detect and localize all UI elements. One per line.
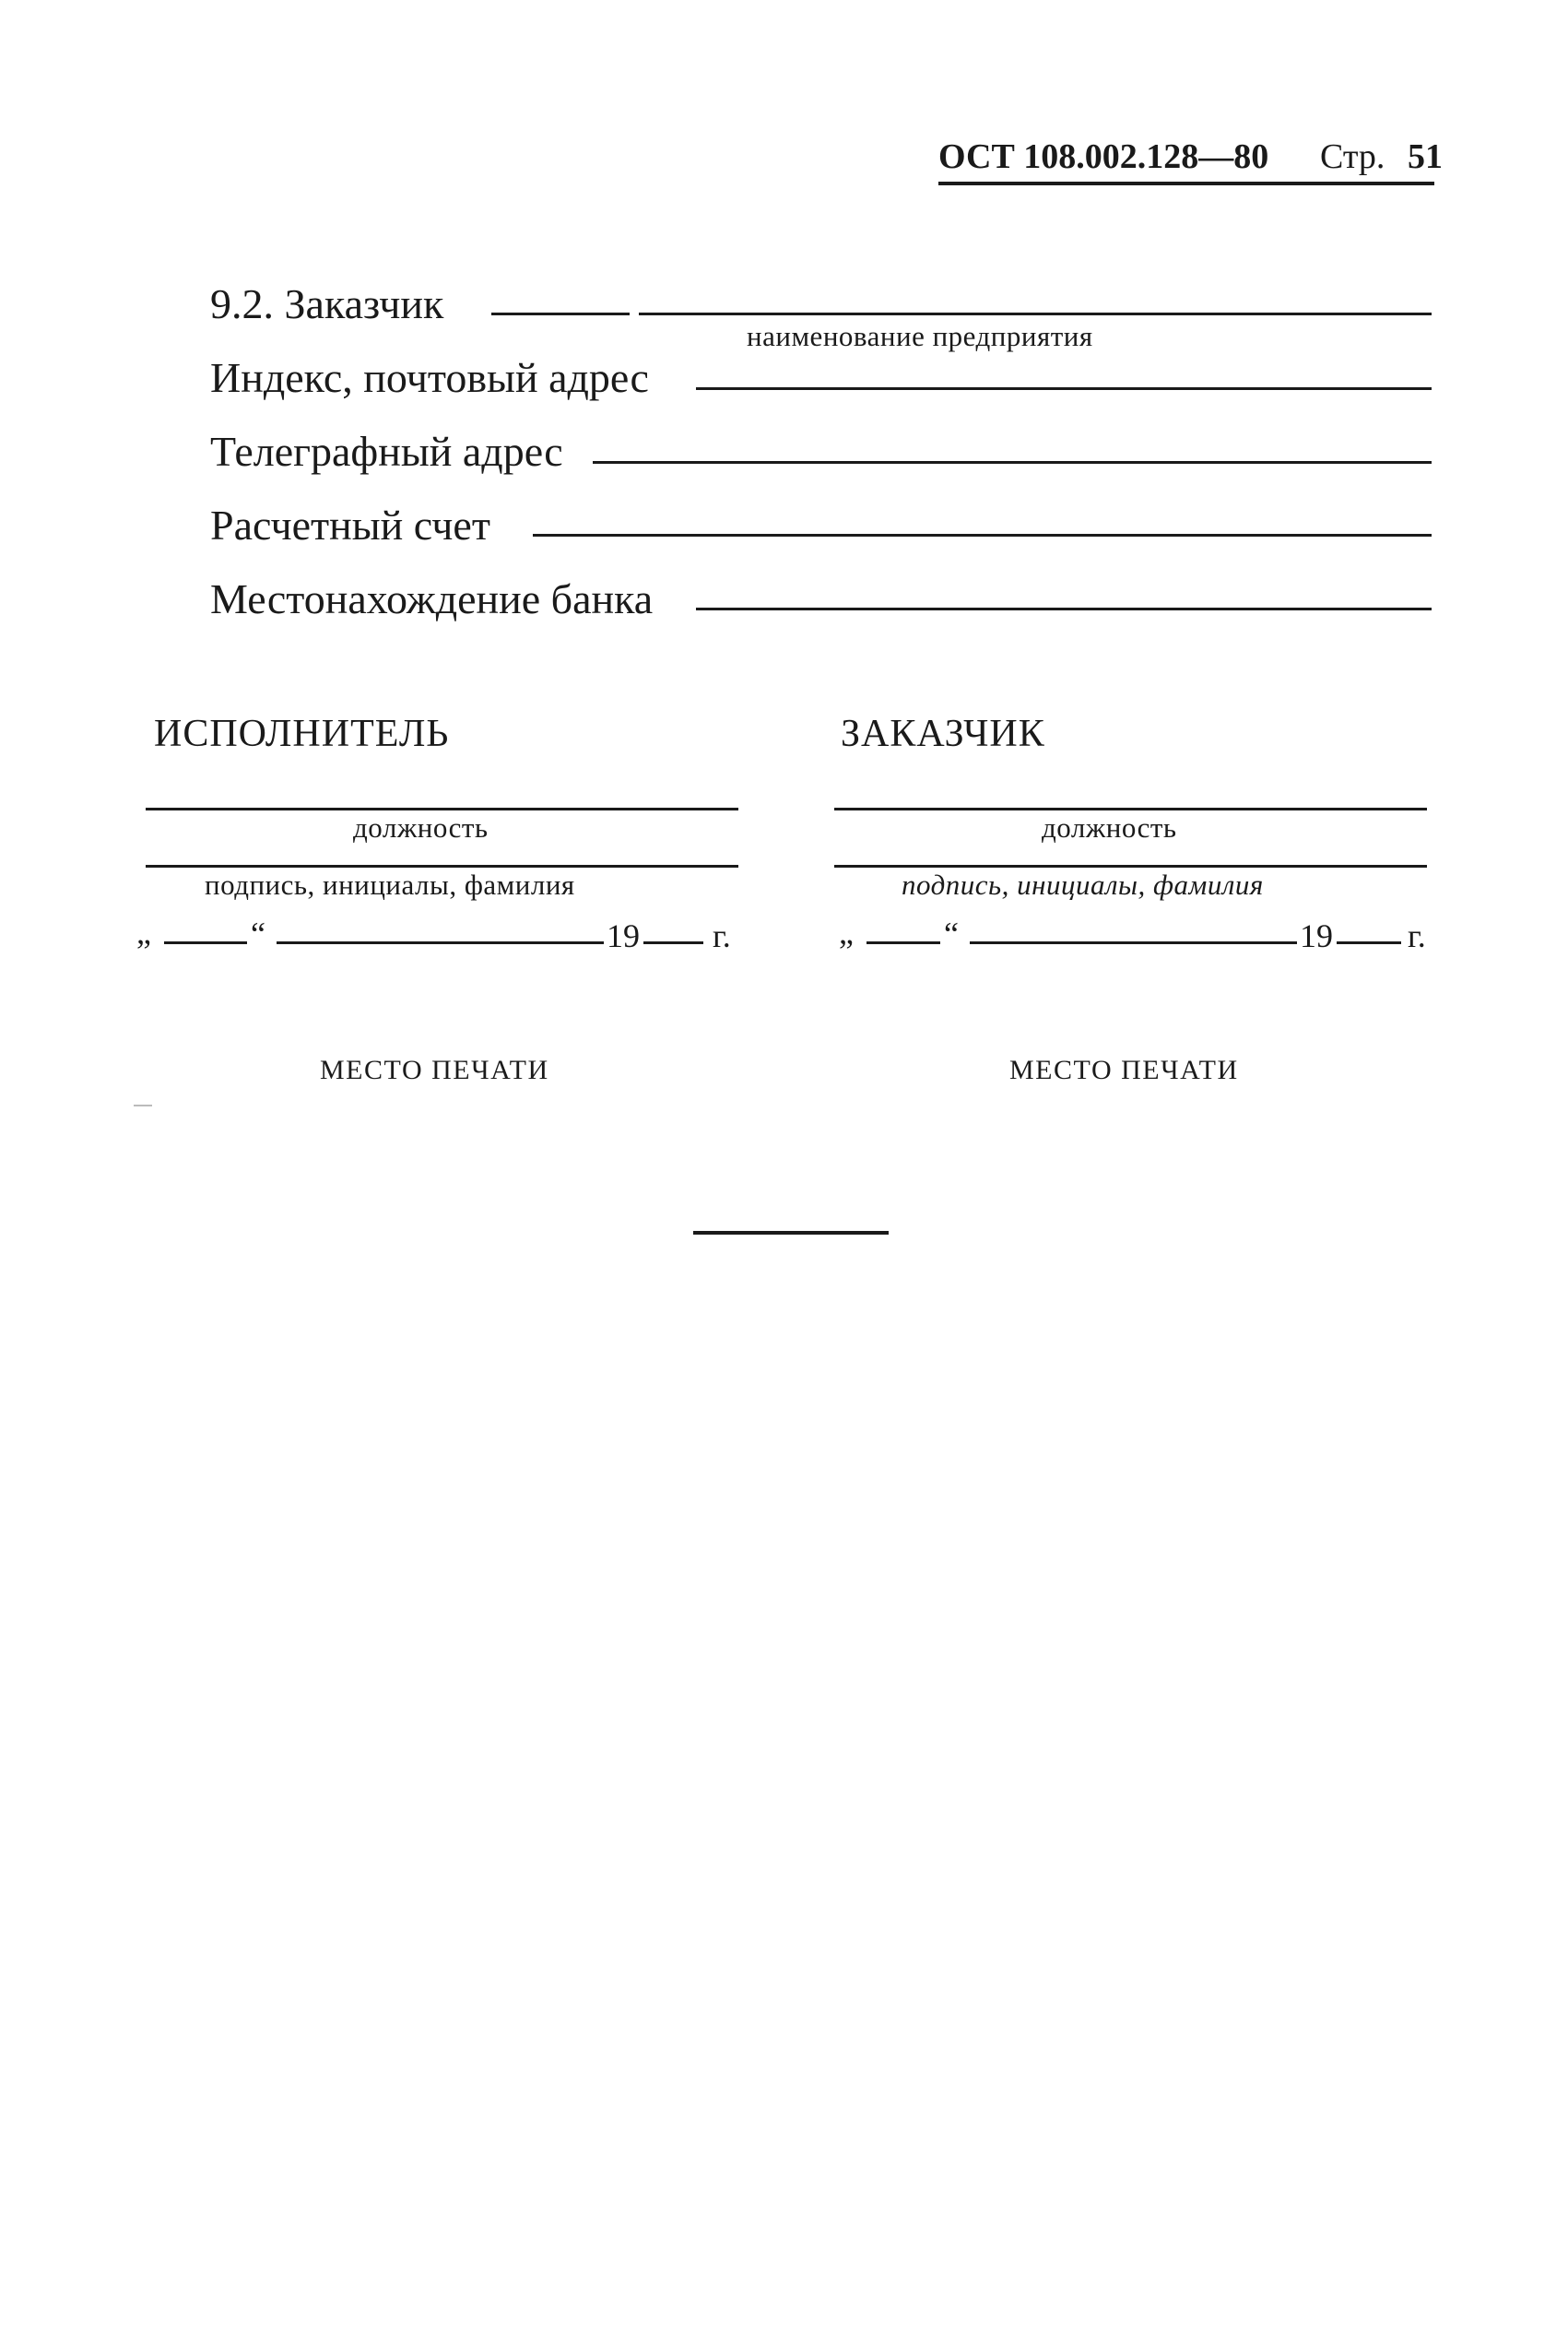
executor-seal-place: МЕСТО ПЕЧАТИ xyxy=(320,1055,549,1085)
customer-name-caption: наименование предприятия xyxy=(747,320,1093,352)
executor-year-suffix: г. xyxy=(713,917,731,954)
executor-position-caption: должность xyxy=(353,811,489,844)
bank-label: Местонахождение банка xyxy=(210,575,654,622)
header-underline xyxy=(938,182,1434,185)
customer-seal-place: МЕСТО ПЕЧАТИ xyxy=(1009,1055,1239,1085)
executor-day-line xyxy=(164,941,247,944)
executor-open-quote: „ xyxy=(136,914,151,951)
executor-position-line xyxy=(146,808,738,810)
telegraph-label: Телеграфный адрес xyxy=(210,428,563,475)
customer-signature-line xyxy=(834,865,1427,868)
margin-mark xyxy=(134,1105,152,1106)
customer-title: ЗАКАЗЧИК xyxy=(841,713,1045,755)
account-field-line xyxy=(533,534,1432,537)
customer-field-line xyxy=(639,313,1432,315)
executor-title: ИСПОЛНИТЕЛЬ xyxy=(154,713,450,755)
document-code: ОСТ 108.002.128—80 xyxy=(938,137,1269,176)
customer-position-line xyxy=(834,808,1427,810)
address-label: Индекс, почтовый адрес xyxy=(210,354,649,401)
customer-day-line xyxy=(867,941,940,944)
customer-year-suffix: г. xyxy=(1408,917,1426,954)
page-label: Стр. xyxy=(1320,137,1385,176)
customer-label: 9.2. Заказчик xyxy=(210,280,444,327)
customer-close-quote: “ xyxy=(944,916,959,952)
customer-signature-caption: подпись, инициалы, фамилия xyxy=(902,869,1264,901)
customer-position-caption: должность xyxy=(1042,811,1177,844)
telegraph-field-line xyxy=(593,461,1432,464)
address-field-line xyxy=(696,387,1432,390)
page-number: 51 xyxy=(1408,137,1443,176)
customer-field-line-short xyxy=(491,313,630,315)
customer-open-quote: „ xyxy=(839,914,854,951)
customer-year-line xyxy=(1337,941,1401,944)
account-label: Расчетный счет xyxy=(210,502,490,549)
executor-close-quote: “ xyxy=(251,916,265,952)
executor-year-prefix: 19 xyxy=(607,917,640,954)
executor-month-line xyxy=(277,941,604,944)
executor-signature-caption: подпись, инициалы, фамилия xyxy=(205,869,575,901)
end-of-document-rule xyxy=(693,1231,889,1235)
customer-month-line xyxy=(970,941,1297,944)
customer-year-prefix: 19 xyxy=(1300,917,1333,954)
executor-signature-line xyxy=(146,865,738,868)
executor-year-line xyxy=(643,941,703,944)
bank-field-line xyxy=(696,608,1432,610)
